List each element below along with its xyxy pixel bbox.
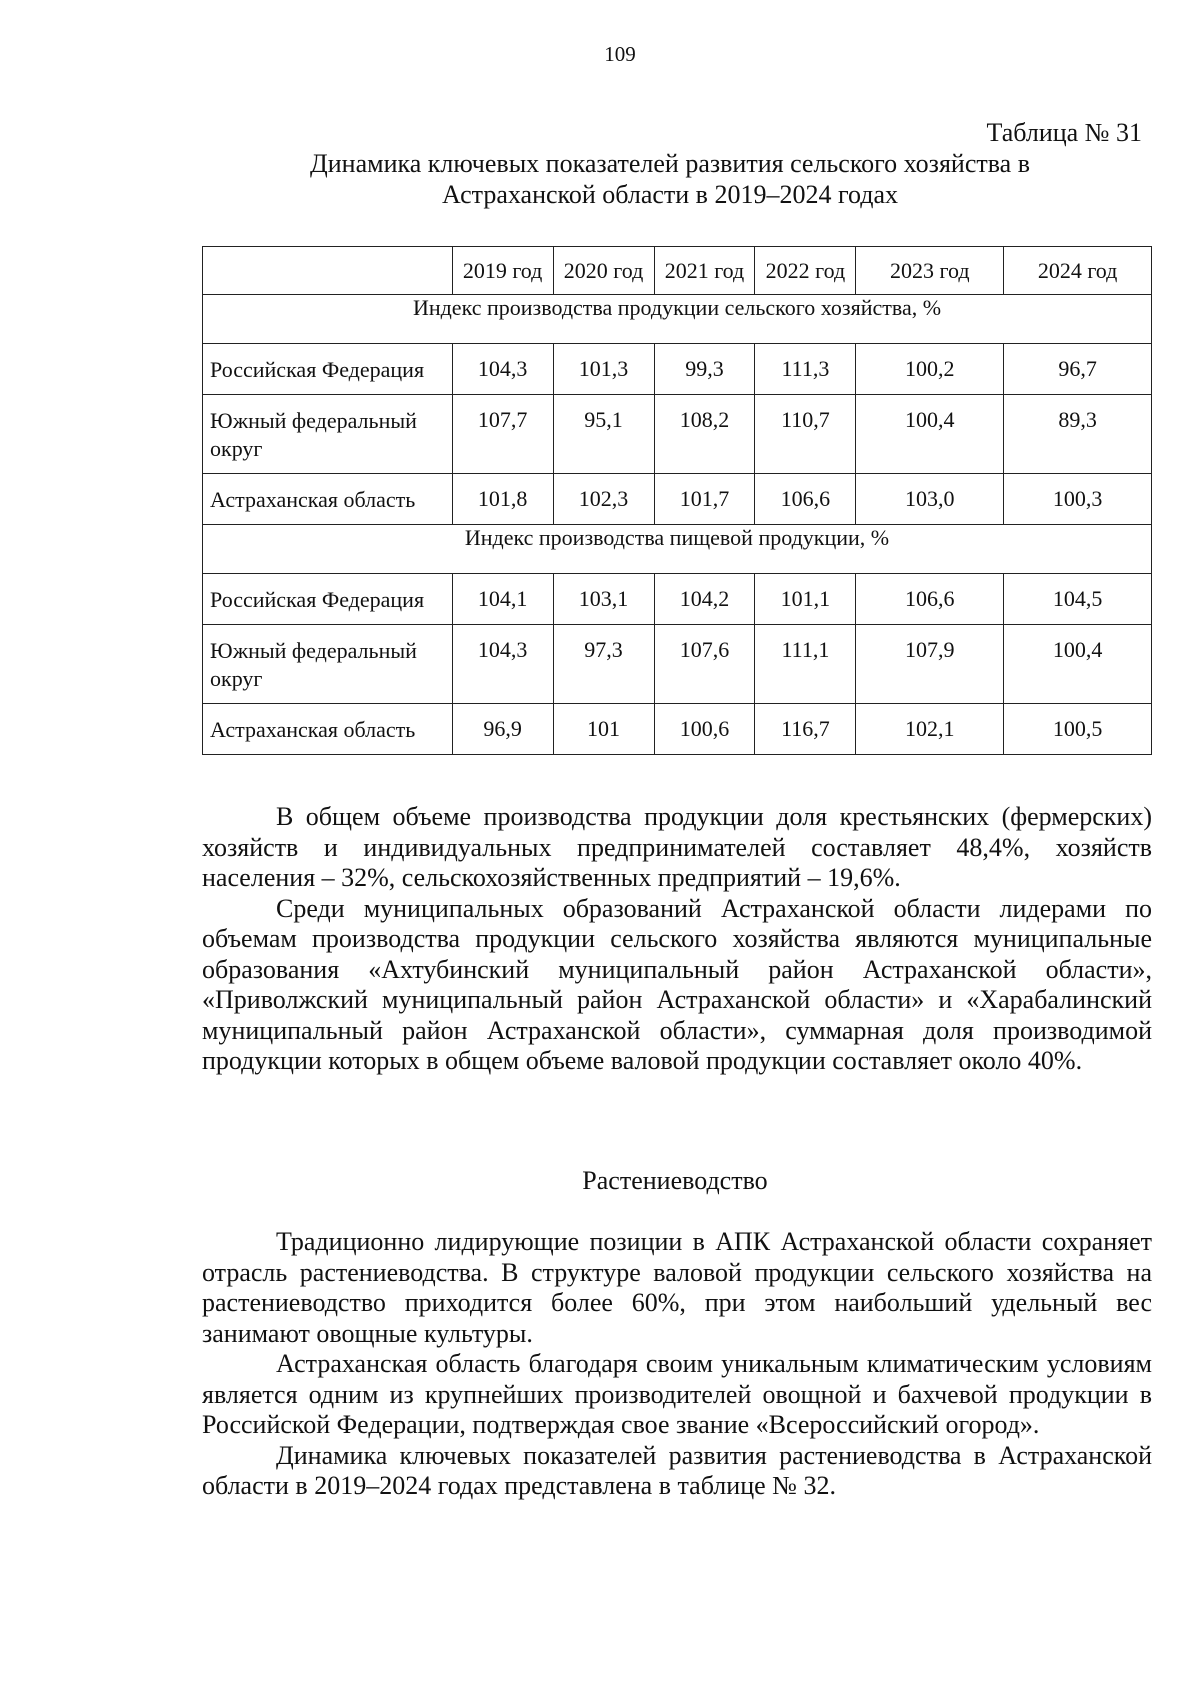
row-name: Южный федеральный округ (203, 395, 453, 474)
table-title-line-1: Динамика ключевых показателей развития сельского хозяйства в (310, 149, 1030, 178)
cell-value: 101,8 (452, 474, 553, 525)
cell-value: 107,7 (452, 395, 553, 474)
cell-value: 101,3 (553, 344, 654, 395)
cell-value: 107,6 (654, 625, 755, 704)
cell-value: 104,1 (452, 574, 553, 625)
cell-value: 104,5 (1004, 574, 1152, 625)
cell-value: 100,2 (856, 344, 1004, 395)
indicators-table (202, 246, 1152, 755)
cell-value: 103,1 (553, 574, 654, 625)
paragraph: Динамика ключевых показателей развития растениеводства в Астраханской области в 2019–2024 годах представлена в таблице № 32. (202, 1440, 1152, 1500)
cell-value: 102,3 (553, 474, 654, 525)
row-name: Российская Федерация (203, 344, 453, 395)
cell-value: 101 (553, 704, 654, 755)
body-text-block-1 (202, 802, 1152, 1077)
section-title: Индекс производства продукции сельского хозяйства, % (203, 295, 1152, 344)
cell-value: 111,3 (755, 344, 856, 395)
table-row (203, 625, 1152, 704)
cell-value: 100,4 (1004, 625, 1152, 704)
section-row (203, 525, 1152, 574)
cell-value: 103,0 (856, 474, 1004, 525)
header-cell: 2020 год (553, 247, 654, 295)
cell-value: 102,1 (856, 704, 1004, 755)
cell-value: 99,3 (654, 344, 755, 395)
paragraph: Среди муниципальных образований Астраханской области лидерами по объемам производства продукции сельского хозяйства являются муниципальные образования «Ахтубинский муниципальный район Астраханской области», «Приволжский муниципальный район Астраханской области» и «Харабалинский муниципальный район Астраханской области», суммарная доля производимой продукции которых в общем объеме валовой продукции составляет около 40%. (202, 893, 1152, 1075)
table-header-row (203, 247, 1152, 295)
header-cell: 2022 год (755, 247, 856, 295)
cell-value: 95,1 (553, 395, 654, 474)
cell-value: 106,6 (755, 474, 856, 525)
row-name: Астраханская область (203, 474, 453, 525)
section-heading: Растениеводство (582, 1166, 768, 1195)
table-row (203, 474, 1152, 525)
cell-value: 100,4 (856, 395, 1004, 474)
table-row (203, 704, 1152, 755)
header-cell: 2023 год (856, 247, 1004, 295)
paragraph: Традиционно лидирующие позиции в АПК Астраханской области сохраняет отрасль растениеводства. В структуре валовой продукции сельского хозяйства на растениеводство приходится более 60%, при этом наибольший удельный вес занимают овощные культуры. (202, 1227, 1152, 1348)
cell-value: 107,9 (856, 625, 1004, 704)
page-number: 109 (604, 42, 636, 66)
table-row (203, 344, 1152, 395)
header-cell: 2024 год (1004, 247, 1152, 295)
cell-value: 108,2 (654, 395, 755, 474)
row-name: Астраханская область (203, 704, 453, 755)
cell-value: 101,1 (755, 574, 856, 625)
cell-value: 89,3 (1004, 395, 1152, 474)
header-cell (203, 247, 453, 295)
cell-value: 97,3 (553, 625, 654, 704)
table-row (203, 395, 1152, 474)
header-cell: 2021 год (654, 247, 755, 295)
table-label: Таблица № 31 (986, 118, 1142, 147)
cell-value: 116,7 (755, 704, 856, 755)
body-text-block-2 (202, 1227, 1152, 1502)
cell-value: 100,5 (1004, 704, 1152, 755)
header-cell: 2019 год (452, 247, 553, 295)
cell-value: 111,1 (755, 625, 856, 704)
row-name: Южный федеральный округ (203, 625, 453, 704)
row-name: Российская Федерация (203, 574, 453, 625)
cell-value: 101,7 (654, 474, 755, 525)
paragraph: Астраханская область благодаря своим уникальным климатическим условиям является одним из крупнейших производителей овощной и бахчевой продукции в Российской Федерации, подтверждая свое звание «Всероссийский огород». (202, 1349, 1152, 1439)
table-row (203, 574, 1152, 625)
cell-value: 100,6 (654, 704, 755, 755)
section-title: Индекс производства пищевой продукции, % (203, 525, 1152, 574)
section-row (203, 295, 1152, 344)
cell-value: 100,3 (1004, 474, 1152, 525)
cell-value: 104,3 (452, 344, 553, 395)
table-title-line-2: Астраханской области в 2019–2024 годах (442, 180, 898, 209)
cell-value: 110,7 (755, 395, 856, 474)
cell-value: 96,7 (1004, 344, 1152, 395)
cell-value: 104,2 (654, 574, 755, 625)
cell-value: 104,3 (452, 625, 553, 704)
paragraph: В общем объеме производства продукции доля крестьянских (фермерских) хозяйств и индивидуальных предпринимателей составляет 48,4%, хозяйств населения – 32%, сельскохозяйственных предприятий – 19,6%. (202, 802, 1152, 892)
cell-value: 106,6 (856, 574, 1004, 625)
table-title (200, 148, 1140, 210)
cell-value: 96,9 (452, 704, 553, 755)
